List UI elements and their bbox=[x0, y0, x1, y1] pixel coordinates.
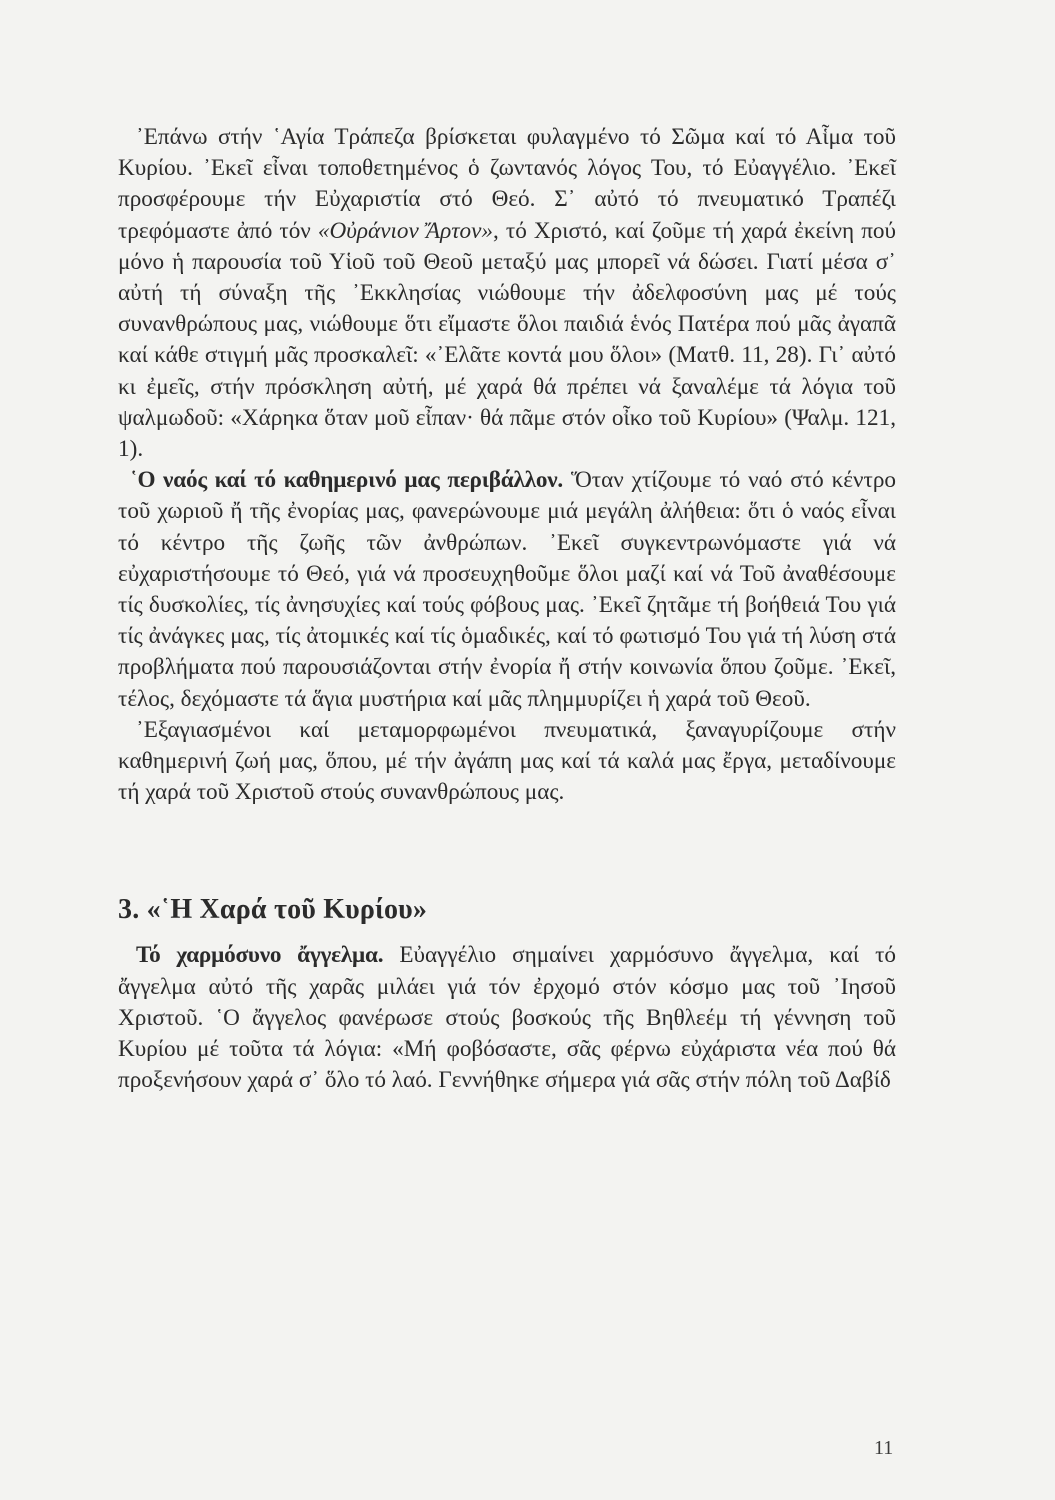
paragraph-good-news-text: Εὐαγγέλιο σημαίνει χαρμόσυνο ἄγγελμα, καί τό ἄγγελμα αὐτό τῆς χαρᾶς μιλάει γιά τόν ἐρχομό στόν κόσμο μας τοῦ ᾿Ιησοῦ Χριστοῦ. ῾Ο ἄγγελος φανέρωσε στούς βοσκούς τῆς Βηθλεέμ τή γέννηση τοῦ Κυρίου μέ τοῦτα τά λόγια: «Μή φοβόσαστε, σᾶς φέρνω εὐχάριστα νέα πού θά προξενήσουν χαρά σ᾿ ὅλο τό λαό. Γεννήθηκε σήμερα γιά σᾶς στήν πόλη τοῦ Δαβίδ bbox=[118, 942, 896, 1094]
paragraph-church-surroundings bbox=[118, 465, 896, 715]
runin-heading-church: ῾Ο ναός καί τό καθημερινό μας περιβάλλον. bbox=[130, 467, 564, 494]
paragraph-altar bbox=[118, 122, 896, 465]
page-body bbox=[118, 122, 896, 1096]
paragraph-church-text: Ὅταν χτίζουμε τό ναό στό κέντρο τοῦ χωριοῦ ἤ τῆς ἐνορίας μας, φανερώνουμε μιά μεγάλη ἀλήθεια: ὅτι ὁ ναός εἶναι τό κέντρο τῆς ζωῆς τῶν ἀνθρώπων. ᾿Εκεῖ συγκεντρωνόμαστε γιά νά εὐχαριστήσουμε τό Θεό, γιά νά προσευχηθοῦμε ὅλοι μαζί καί νά Τοῦ ἀναθέσουμε τίς δυσκολίες, τίς ἀνησυχίες καί τούς φόβους μας. ᾿Εκεῖ ζητᾶμε τή βοήθειά Του γιά τίς ἀνάγκες μας, τίς ἀτομικές καί τίς ὁμαδικές, καί τό φωτισμό Του γιά τή λύση στά προβλήματα πού παρουσιάζονται στήν ἐνορία ἤ στήν κοινωνία ὅπου ζοῦμε. ᾿Εκεῖ, τέλος, δεχόμαστε τά ἅγια μυστήρια καί μᾶς πλημμυρίζει ἡ χαρά τοῦ Θεοῦ. bbox=[118, 467, 896, 712]
paragraph-transformed: ᾿Εξαγιασμένοι καί μεταμορφωμένοι πνευματικά, ξαναγυρίζουμε στήν καθημερινή ζωή μας, ὅπου, μέ τήν ἀγάπη μας καί τά καλά μας ἔργα, μεταδίνουμε τή χαρά τοῦ Χριστοῦ στούς συνανθρώπους μας. bbox=[118, 716, 896, 806]
page-number: 11 bbox=[874, 1437, 894, 1459]
paragraph-altar-text: ᾿Επάνω στήν ῾Αγία Τράπεζα βρίσκεται φυλαγμένο τό Σῶμα καί τό Αἷμα τοῦ Κυρίου. ᾿Εκεῖ εἶναι τοποθετημένος ὁ ζωντανός λόγος Του, τό Εὐαγγέλιο. ᾿Εκεῖ προσφέρουμε τήν Εὐχαριστία στό Θεό. Σ᾿ αὐτό τό πνευματικό Τραπέζι τρεφόμαστε ἀπό τόν bbox=[118, 124, 896, 244]
paragraph-altar-rest: , τό Χριστό, καί ζοῦμε τή χαρά ἐκείνη πού μόνο ἡ παρουσία τοῦ Υἱοῦ τοῦ Θεοῦ μεταξύ μας μπορεῖ νά δώσει. Γιατί μέσα σ᾿ αὐτή τή σύναξη τῆς ᾿Εκκλησίας νιώθουμε τήν ἀδελφοσύνη μας μέ τούς συνανθρώπους μας, νιώθουμε ὅτι εἴμαστε ὅλοι παιδιά ἑνός Πατέρα πού μᾶς ἀγαπᾶ καί κάθε στιγμή μᾶς προσκαλεῖ: «᾿Ελᾶτε κοντά μου ὅλοι» (Ματθ. 11, 28). Γι᾿ αὐτό κι ἐμεῖς, στήν πρόσκληση αὐτή, μέ χαρά θά πρέπει νά ξαναλέμε τά λόγια τοῦ ψαλμωδοῦ: «Χάρηκα ὅταν μοῦ εἶπαν· θά πᾶμε στόν οἶκο τοῦ Κυρίου» (Ψαλμ. 121, 1). bbox=[118, 217, 896, 463]
runin-heading-good-news: Τό χαρμόσυνο ἄγγελμα. bbox=[136, 942, 384, 969]
paragraph-good-news bbox=[118, 940, 896, 1096]
quote-heavenly-bread: «Οὐράνιον Ἄρτον» bbox=[317, 217, 493, 244]
section-title: 3. «῾Η Χαρά τοῦ Κυρίου» bbox=[118, 894, 428, 926]
